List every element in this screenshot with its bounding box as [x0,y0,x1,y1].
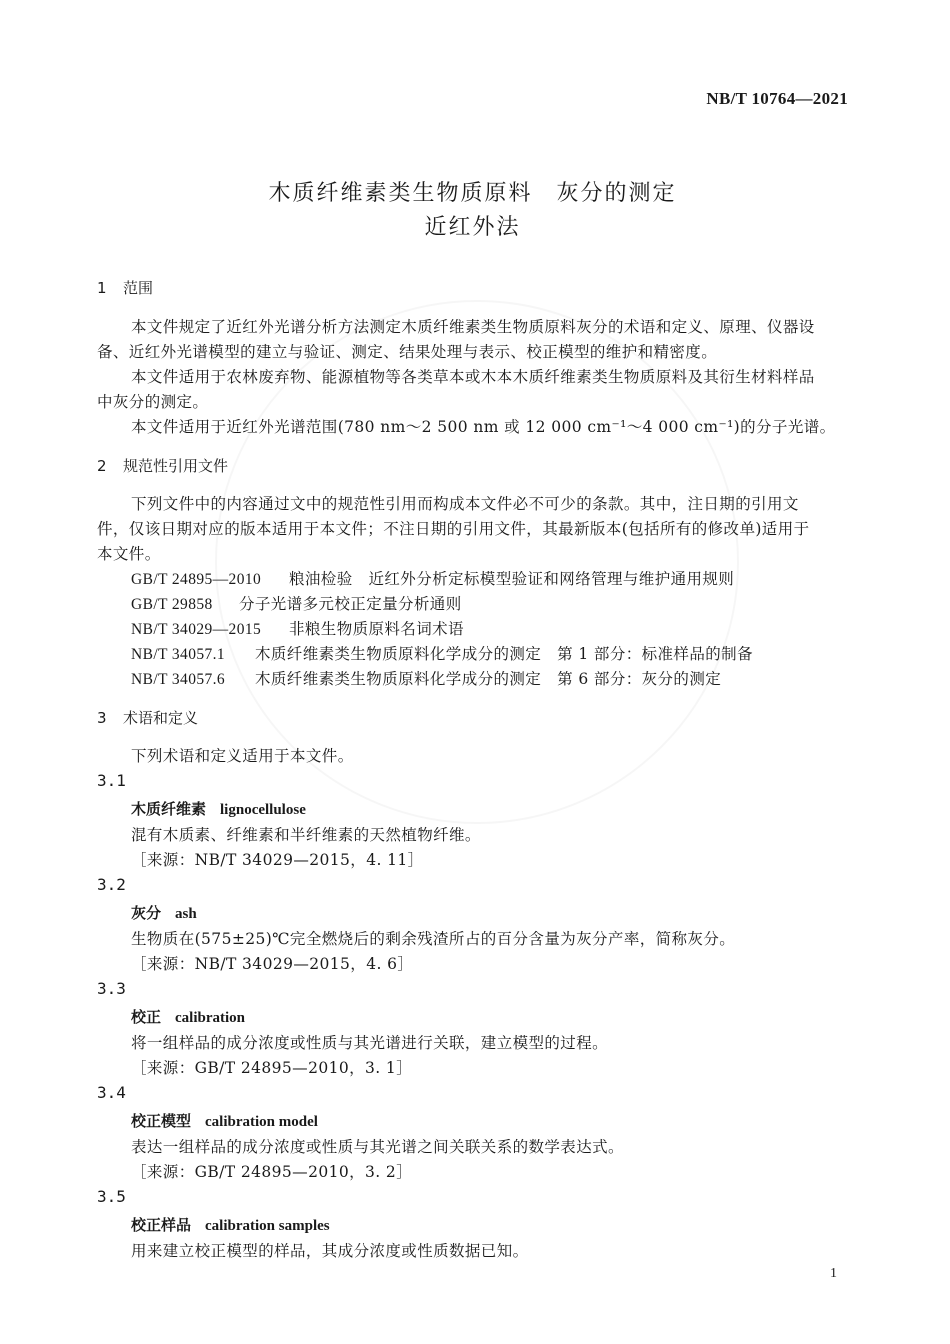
term-source: ［来源：GB/T 24895—2010，3. 2］ [131,1163,413,1181]
term-source: ［来源：GB/T 24895—2010，3. 1］ [131,1059,413,1077]
section-heading-normative-references: 2 规范性引用文件 [97,457,229,475]
term-heading: 校正 calibration [131,1008,246,1026]
paragraph-line: 件，仅该日期对应的版本适用于本文件；不注日期的引用文件，其最新版本(包括所有的修改单)适用于 [97,520,810,538]
section-heading-terms-definitions: 3 术语和定义 [97,709,199,727]
reference-item: NB/T 34057.1 木质纤维素类生物质原料化学成分的测定 第 1 部分：标准样品的制备 [131,645,753,663]
document-subtitle: 近红外法 [424,215,521,240]
paragraph-line: 下列文件中的内容通过文中的规范性引用而构成本文件必不可少的条款。其中，注日期的引用文 [131,495,799,513]
paragraph-line: 中灰分的测定。 [97,393,209,411]
paragraph-line: 本文件适用于农林废弃物、能源植物等各类草本或木本木质纤维素类生物质原料及其衍生材料样品 [131,368,815,386]
term-number: 3.4 [97,1083,126,1102]
term-source: ［来源：NB/T 34029—2015，4. 11］ [131,851,424,869]
reference-item: GB/T 24895—2010 粮油检验 近红外分析定标模型验证和网络管理与维护通用规则 [131,570,735,588]
paragraph-line: 本文件适用于近红外光谱范围(780 nm～2 500 nm 或 12 000 cm⁻¹～4 000 cm⁻¹)的分子光谱。 [131,418,836,436]
page-number: 1 [830,1266,837,1281]
section-heading-scope: 1 范围 [97,279,154,297]
reference-item: NB/T 34029—2015 非粮生物质原料名词术语 [131,620,464,638]
term-number: 3.2 [97,875,126,894]
paragraph-line: 本文件。 [97,545,161,563]
reference-item: GB/T 29858 分子光谱多元校正定量分析通则 [131,595,462,613]
term-heading: 校正样品 calibration samples [131,1216,330,1234]
term-source: ［来源：NB/T 34029—2015，4. 6］ [131,955,414,973]
term-heading: 灰分 ash [131,904,197,922]
term-number: 3.3 [97,979,126,998]
term-definition: 表达一组样品的成分浓度或性质与其光谱之间关联关系的数学表达式。 [131,1138,624,1156]
term-number: 3.5 [97,1187,126,1206]
term-definition: 将一组样品的成分浓度或性质与其光谱进行关联，建立模型的过程。 [131,1034,609,1052]
standard-number: NB/T 10764—2021 [706,89,848,108]
term-definition: 混有木质素、纤维素和半纤维素的天然植物纤维。 [131,826,481,844]
term-heading: 木质纤维素 lignocellulose [131,800,306,818]
section-intro: 下列术语和定义适用于本文件。 [131,747,354,765]
paragraph-line: 本文件规定了近红外光谱分析方法测定木质纤维素类生物质原料灰分的术语和定义、原理、仪器设 [131,318,815,336]
term-heading: 校正模型 calibration model [131,1112,318,1130]
term-definition: 用来建立校正模型的样品，其成分浓度或性质数据已知。 [131,1242,529,1260]
reference-item: NB/T 34057.6 木质纤维素类生物质原料化学成分的测定 第 6 部分：灰分的测定 [131,670,722,688]
term-definition: 生物质在(575±25)℃完全燃烧后的剩余残渣所占的百分含量为灰分产率，简称灰分。 [131,930,736,948]
document-title: 木质纤维素类生物质原料 灰分的测定 [268,181,677,206]
term-number: 3.1 [97,771,126,790]
paragraph-line: 备、近红外光谱模型的建立与验证、测定、结果处理与表示、校正模型的维护和精密度。 [97,343,718,361]
